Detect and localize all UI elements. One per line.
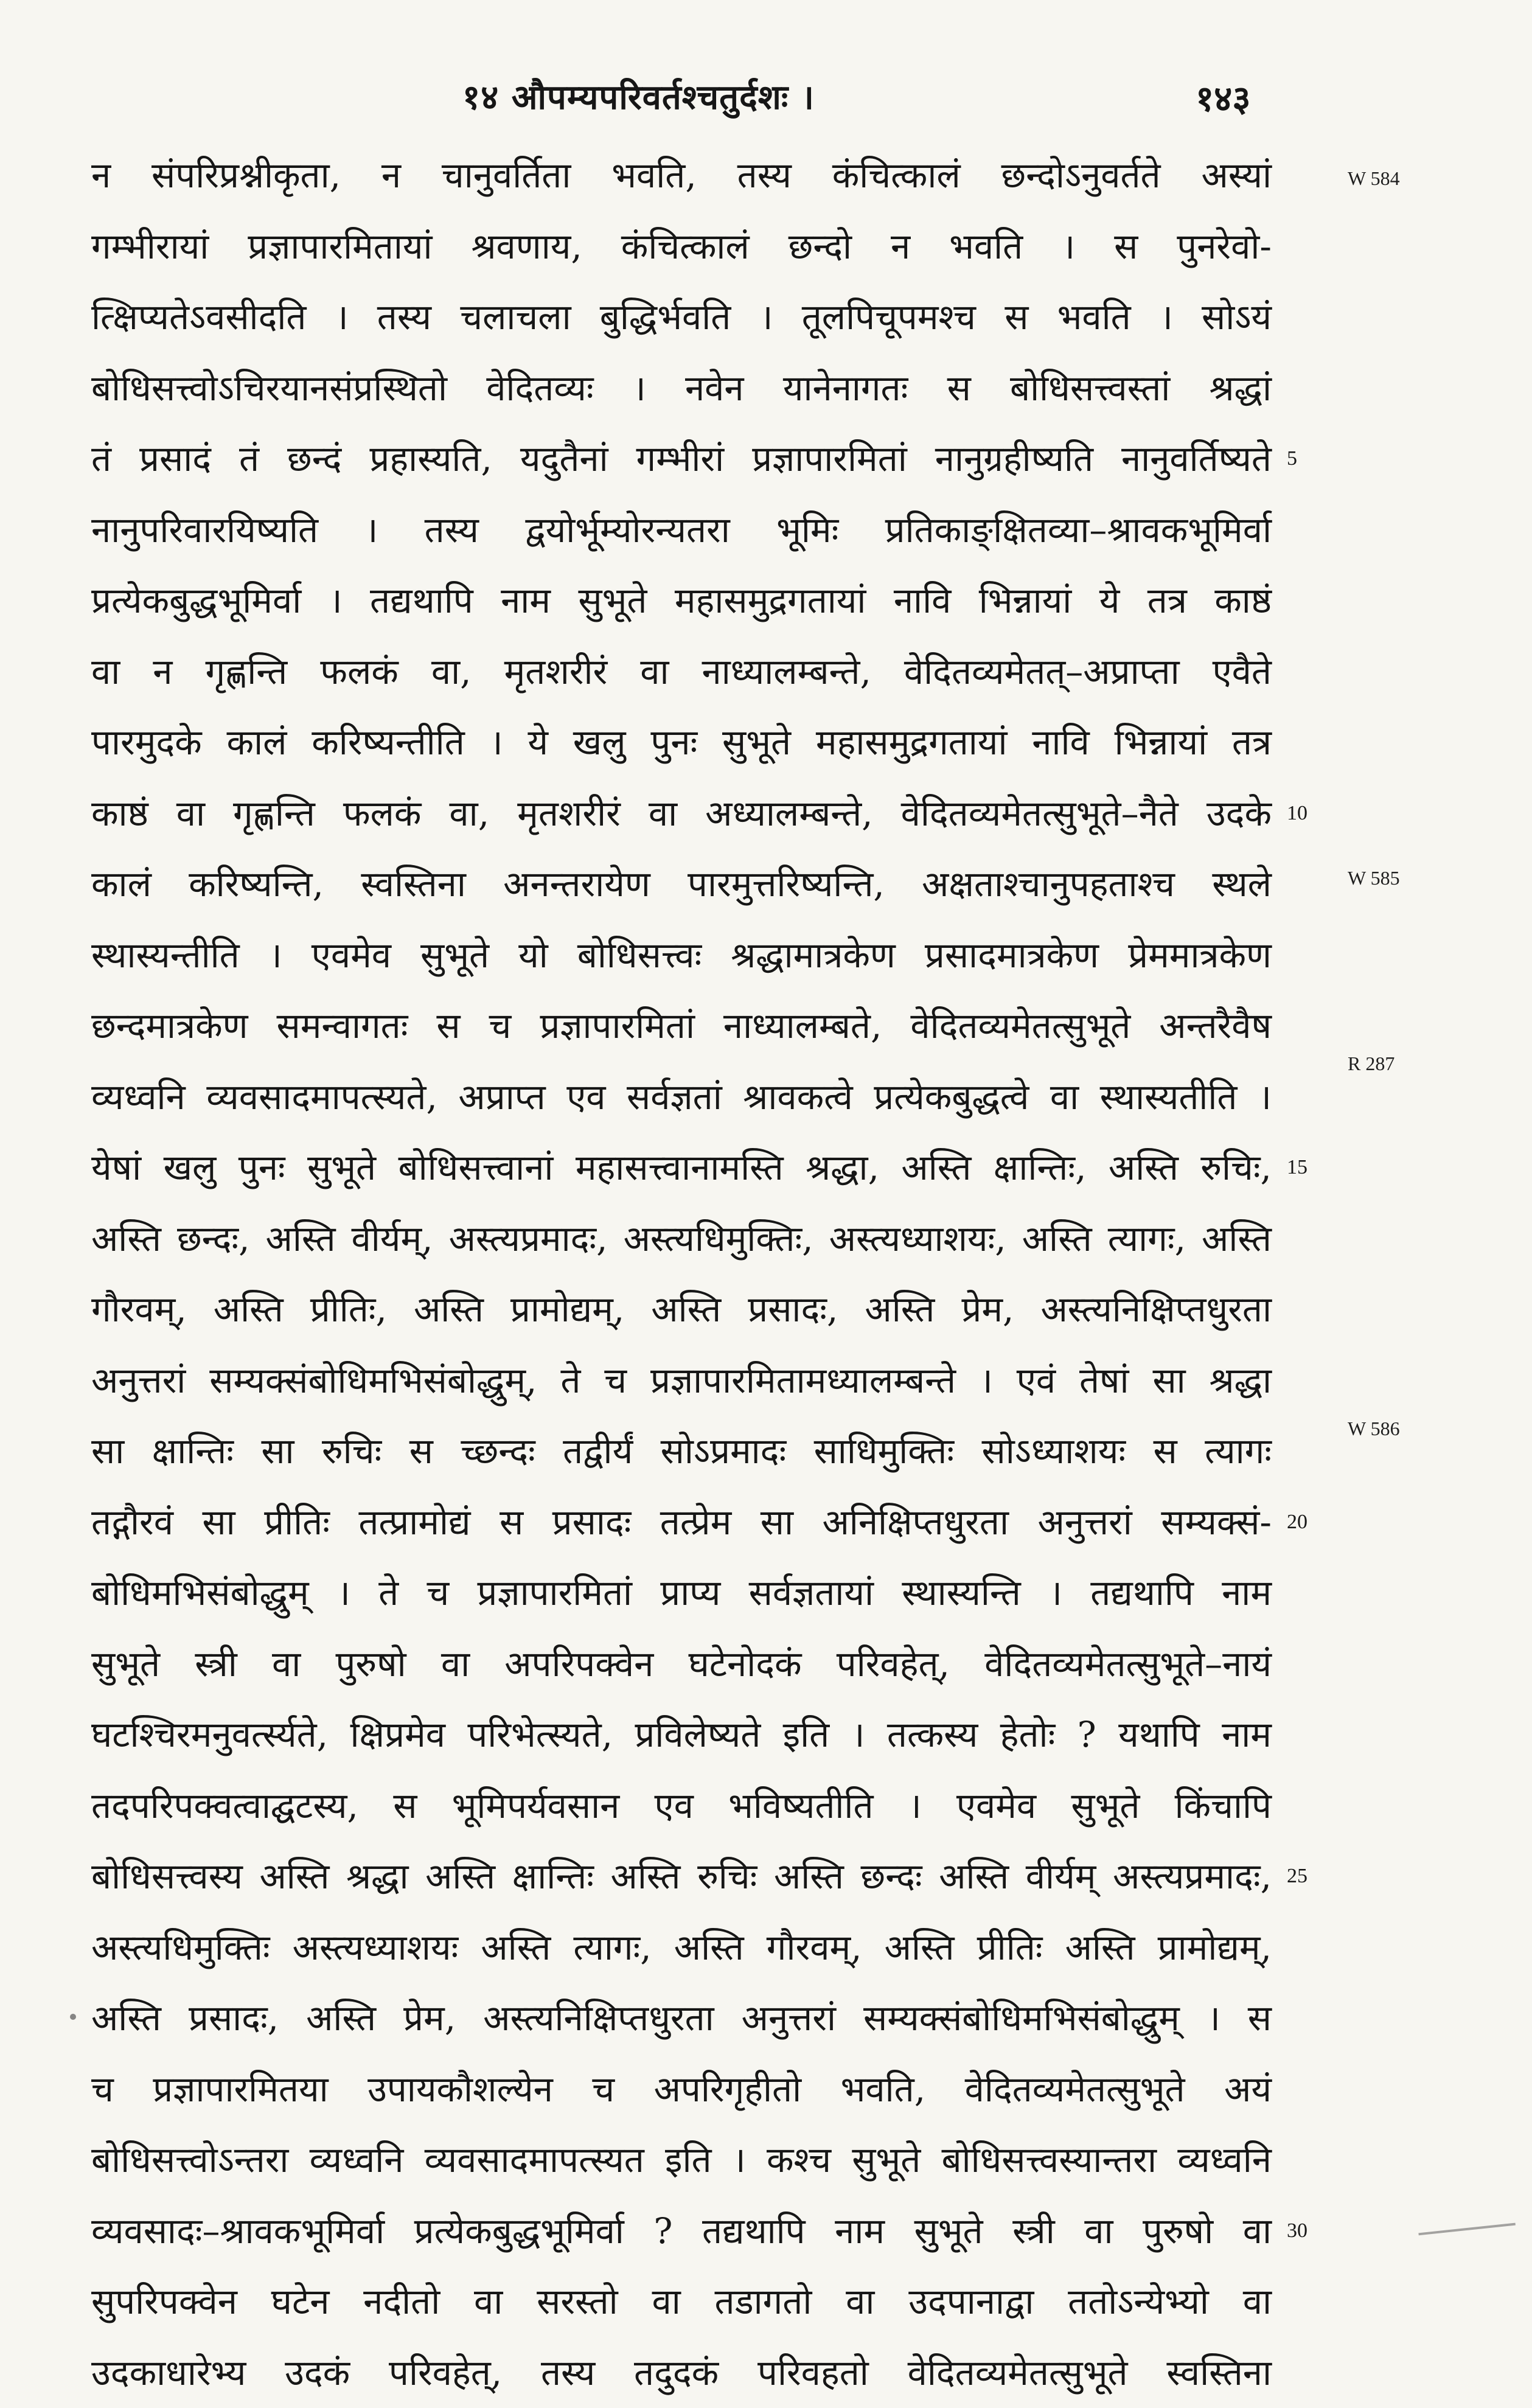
text-line: कालं करिष्यन्ति, स्वस्तिना अनन्तरायेण पारमुत्तरिष्यन्ति, अक्षताश्चानुपहताश्च स्थले [91, 849, 1272, 920]
text-line: गम्भीरायां प्रज्ञापारमितायां श्रवणाय, कंचित्कालं छन्दो न भवति । स पुनरेवो- [91, 211, 1272, 282]
text-line: गौरवम्, अस्ति प्रीतिः, अस्ति प्रामोद्यम्, अस्ति प्रसादः, अस्ति प्रेम, अस्त्यनिक्षिप्तधुरता [91, 1274, 1272, 1345]
margin-reference: R 287 [1348, 1053, 1394, 1075]
line-number: 30 [1287, 2196, 1307, 2267]
text-line: अस्त्यधिमुक्तिः अस्त्यध्याशयः अस्ति त्यागः, अस्ति गौरवम्, अस्ति प्रीतिः अस्ति प्रामोद्यम्, [91, 1912, 1272, 1983]
margin-reference: W 586 [1348, 1418, 1400, 1440]
text-line [91, 778, 1272, 849]
text-line: छन्दमात्रकेण समन्वागतः स च प्रज्ञापारमितां नाध्यालम्बते, वेदितव्यमेतत्सुभूते अन्तरैवैष [91, 990, 1272, 1062]
text-line-content: तद्गौरवं सा प्रीतिः तत्प्रामोद्यं स प्रसादः तत्प्रेम सा अनिक्षिप्तधुरता अनुत्तरां सम्यक्सं- [91, 1502, 1272, 1543]
page-header [0, 73, 1532, 140]
text-line-content: व्यवसादः–श्रावकभूमिर्वा प्रत्येकबुद्धभूमिर्वा ? तद्यथापि नाम सुभूते स्त्री वा पुरुषो वा [91, 2210, 1272, 2252]
text-line: व्यध्वनि व्यवसादमापत्स्यते, अप्राप्त एव सर्वज्ञतां श्रावकत्वे प्रत्येकबुद्धत्वे वा स्थास्यतीति । [91, 1062, 1272, 1133]
text-line: बोधिसत्त्वोऽचिरयानसंप्रस्थितो वेदितव्यः । नवेन यानेनागतः स बोधिसत्त्वस्तां श्रद्धां [91, 353, 1272, 424]
text-line: अनुत्तरां सम्यक्संबोधिमभिसंबोद्धुम्, ते च प्रज्ञापारमितामध्यालम्बन्ते । एवं तेषां सा श्रद्धा [91, 1345, 1272, 1416]
text-line [91, 1487, 1272, 1558]
line-number: 15 [1287, 1132, 1307, 1203]
running-head-title: १४ औपम्यपरिवर्तश्चतुर्दशः । [462, 73, 815, 119]
text-line: बोधिमभिसंबोद्धुम् । ते च प्रज्ञापारमितां प्राप्य सर्वज्ञतायां स्थास्यन्ति । तद्यथापि नाम [91, 1557, 1272, 1629]
margin-reference: W 585 [1348, 867, 1400, 889]
page-number: १४३ [1196, 73, 1250, 121]
line-number: 5 [1287, 423, 1297, 495]
text-line [91, 1132, 1272, 1203]
line-number: 10 [1287, 778, 1307, 849]
text-line-content: तं प्रसादं तं छन्दं प्रहास्यति, यदुतैनां गम्भीरां प्रज्ञापारमितां नानुग्रहीष्यति नानुवर्तिष्यते [91, 438, 1272, 479]
text-line: स्थास्यन्तीति । एवमेव सुभूते यो बोधिसत्त्वः श्रद्धामात्रकेण प्रसादमात्रकेण प्रेममात्रकेण [91, 920, 1272, 991]
text-line: अस्ति छन्दः, अस्ति वीर्यम्, अस्त्यप्रमादः, अस्त्यधिमुक्तिः, अस्त्यध्याशयः, अस्ति त्यागः, अस्ति [91, 1203, 1272, 1275]
text-line: नानुपरिवारयिष्यति । तस्य द्वयोर्भूम्योरन्यतरा भूमिः प्रतिकाङ्क्षितव्या–श्रावकभूमिर्वा [91, 495, 1272, 566]
text-line: घटश्चिरमनुवर्त्स्यते, क्षिप्रमेव परिभेत्स्यते, प्रविलेष्यते इति । तत्कस्य हेतोः ? यथापि नाम [91, 1699, 1272, 1770]
text-line-content: काष्ठं वा गृह्णन्ति फलकं वा, मृतशरीरं वा अध्यालम्बन्ते, वेदितव्यमेतत्सुभूते–नैते उदके [91, 793, 1272, 834]
scan-smudge [1417, 2210, 1516, 2236]
text-line: सुपरिपक्वेन घटेन नदीतो वा सरस्तो वा तडागतो वा उदपानाद्वा ततोऽन्येभ्यो वा [91, 2266, 1272, 2337]
text-line [91, 1841, 1272, 1912]
line-number: 25 [1287, 1841, 1307, 1912]
text-line: प्रत्येकबुद्धभूमिर्वा । तद्यथापि नाम सुभूते महासमुद्रगतायां नावि भिन्नायां ये तत्र काष्ठं [91, 565, 1272, 636]
text-line: सा क्षान्तिः सा रुचिः स च्छन्दः तद्वीर्यं सोऽप्रमादः साधिमुक्तिः सोऽध्याशयः स त्यागः [91, 1416, 1272, 1487]
text-line: त्क्षिप्यतेऽवसीदति । तस्य चलाचला बुद्धिर्भवति । तूलपिचूपमश्च स भवति । सोऽयं [91, 282, 1272, 353]
line-number: 20 [1287, 1487, 1307, 1558]
text-line [91, 423, 1272, 495]
text-line: पारमुदके कालं करिष्यन्तीति । ये खलु पुनः सुभूते महासमुद्रगतायां नावि भिन्नायां तत्र [91, 707, 1272, 778]
scan-speck [70, 2014, 76, 2020]
text-line: सुभूते स्त्री वा पुरुषो वा अपरिपक्वेन घटेनोदकं परिवहेत्, वेदितव्यमेतत्सुभूते–नायं [91, 1629, 1272, 1700]
text-line-content: बोधिसत्त्वस्य अस्ति श्रद्धा अस्ति क्षान्तिः अस्ति रुचिः अस्ति छन्दः अस्ति वीर्यम् अस्त्यप्रमादः, [91, 1856, 1272, 1897]
text-line: अस्ति प्रसादः, अस्ति प्रेम, अस्त्यनिक्षिप्तधुरता अनुत्तरां सम्यक्संबोधिमभिसंबोद्धुम् । स [91, 1983, 1272, 2054]
text-line: च प्रज्ञापारमितया उपायकौशल्येन च अपरिगृहीतो भवति, वेदितव्यमेतत्सुभूते अयं [91, 2054, 1272, 2125]
text-line: तदपरिपक्वत्वाद्घटस्य, स भूमिपर्यवसान एव भविष्यतीति । एवमेव सुभूते किंचापि [91, 1770, 1272, 1842]
text-line [91, 2196, 1272, 2267]
text-line: न संपरिप्रश्नीकृता, न चानुवर्तिता भवति, तस्य कंचित्कालं छन्दोऽनुवर्तते अस्यां [91, 140, 1272, 211]
text-line: बोधिसत्त्वोऽन्तरा व्यध्वनि व्यवसादमापत्स्यत इति । कश्च सुभूते बोधिसत्त्वस्यान्तरा व्यध्वनि [91, 2124, 1272, 2196]
text-line: उदकाधारेभ्य उदकं परिवहेत्, तस्य तदुदकं परिवहतो वेदितव्यमेतत्सुभूते स्वस्तिना [91, 2337, 1272, 2408]
text-line-content: येषां खलु पुनः सुभूते बोधिसत्त्वानां महासत्त्वानामस्ति श्रद्धा, अस्ति क्षान्तिः, अस्ति रुचिः, [91, 1147, 1272, 1188]
margin-reference: W 584 [1348, 167, 1400, 190]
body-text [91, 140, 1272, 2408]
text-line: वा न गृह्णन्ति फलकं वा, मृतशरीरं वा नाध्यालम्बन्ते, वेदितव्यमेतत्–अप्राप्ता एवैते [91, 636, 1272, 708]
